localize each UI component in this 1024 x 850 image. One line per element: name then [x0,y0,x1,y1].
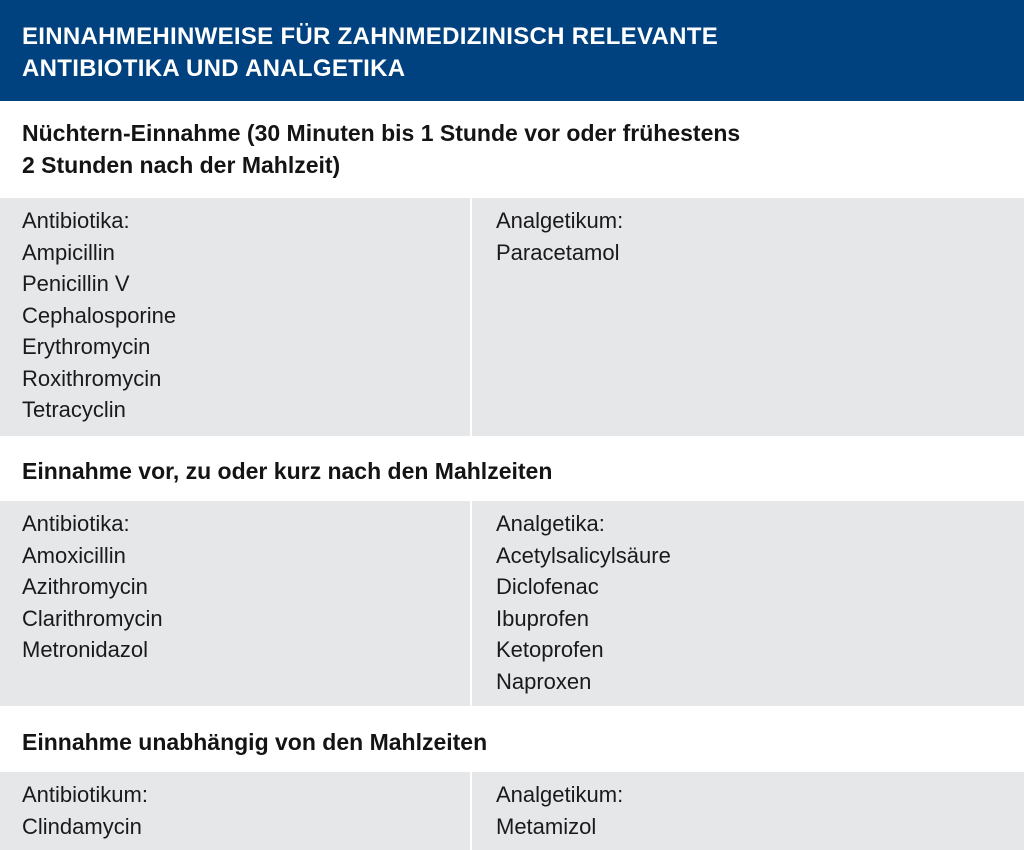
section-title-independent [22,726,487,758]
list-item: Metronidazol [22,637,148,662]
header-title-line-2: ANTIBIOTIKA UND ANALGETIKA [22,55,406,82]
antibiotics-column [0,772,472,850]
section-grid-fasting [0,198,1024,436]
column-heading: Analgetika: [496,511,605,536]
table-header [0,0,1024,101]
header-title-line-1: EINNAHMEHINWEISE FÜR ZAHNMEDIZINISCH RELEVANTE [22,23,719,50]
list-item: Tetracyclin [22,397,126,422]
list-item: Naproxen [496,668,592,694]
list-item: Penicillin V [22,271,130,296]
list-item: Ibuprofen [496,605,589,631]
list-item: Acetylsalicylsäure [496,542,671,568]
analgesics-column [472,772,1024,850]
section-title-line: 2 Stunden nach der Mahlzeit) [22,152,341,178]
list-item: Clarithromycin [22,605,163,631]
list-item: Clindamycin [22,813,142,839]
column-heading: Antibiotika: [22,511,130,536]
section-grid-with-meals [0,501,1024,706]
list-item: Ampicillin [22,239,115,265]
list-item: Ketoprofen [496,637,604,662]
list-item: Erythromycin [22,334,151,359]
column-heading: Analgetikum: [496,208,624,233]
analgesics-column [472,501,1024,706]
list-item: Cephalosporine [22,302,177,328]
column-heading: Antibiotika: [22,208,130,233]
antibiotics-column [0,501,472,706]
section-title-line: Nüchtern-Einnahme (30 Minuten bis 1 Stunde vor oder frühestens [22,120,741,146]
analgesics-column [472,198,1024,436]
section-grid-independent [0,772,1024,850]
list-item: Azithromycin [22,574,148,599]
list-item: Paracetamol [496,239,620,265]
section-title-with-meals [22,455,552,487]
section-title-line: Einnahme unabhängig von den Mahlzeiten [22,729,488,755]
section-title-fasting [22,117,740,181]
column-heading: Analgetikum: [496,782,624,807]
list-item: Roxithromycin [22,365,162,391]
antibiotics-column [0,198,472,436]
section-title-line: Einnahme vor, zu oder kurz nach den Mahlzeiten [22,458,553,484]
list-item: Amoxicillin [22,542,126,568]
list-item: Metamizol [496,813,597,839]
column-heading: Antibiotikum: [22,782,148,807]
list-item: Diclofenac [496,574,599,599]
